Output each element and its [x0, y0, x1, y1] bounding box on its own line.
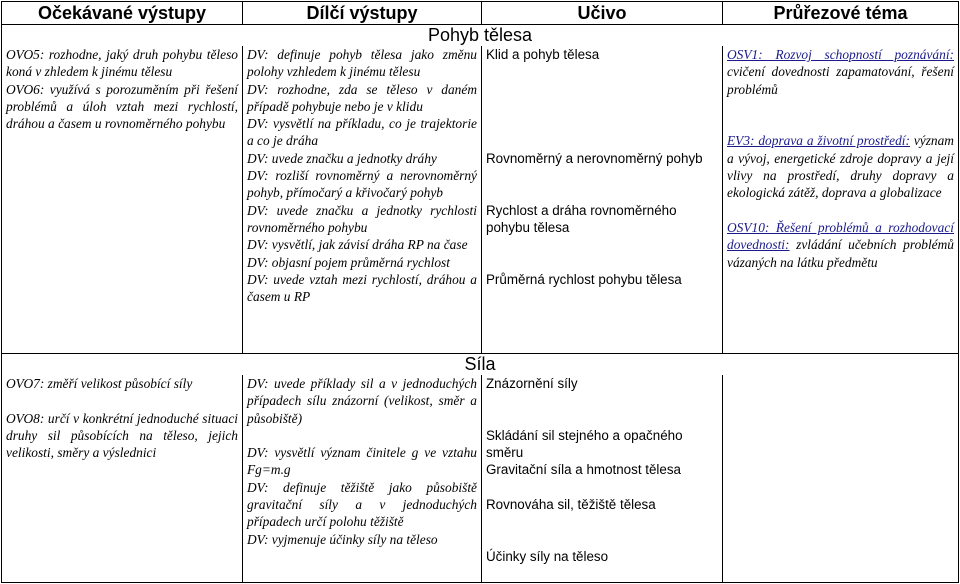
partial-item: DV: definuje těžiště jako působiště gravitační síly a v jednoduchých případech určí polohu těžiště [247, 479, 477, 530]
theme-item [727, 132, 954, 201]
cross-topics-cell [723, 46, 959, 354]
partial-item: DV: vyjmenuje účinky síly na těleso [247, 531, 438, 547]
outcome-item: OVO7: změří velikost působící síly [6, 376, 193, 391]
section-title-row [2, 25, 959, 47]
outcome-item: OVO6: využívá s porozuměním při řešení problémů a úloh vztah mezi rychlostí, dráhou a časem u rovnoměrného pohybu [6, 81, 238, 132]
table-row [2, 375, 959, 583]
theme-item [727, 219, 954, 271]
partial-item: DV: uvede vztah mezi rychlostí, dráhou a časem u RP [247, 271, 477, 305]
curriculum-item: Průměrná rychlost pohybu tělesa [486, 271, 682, 287]
partial-item: DV: vysvětlí na příkladu, co je trajektorie a co je dráha [247, 116, 477, 149]
partial-item: DV: vysvětlí, jak závisí dráha RP na čase [247, 237, 468, 253]
outcomes-cell [2, 46, 243, 354]
curriculum-table [1, 1, 959, 583]
curriculum-item: Skládání sil stejného a opačného směru [486, 427, 683, 461]
partial-item: DV: uvede příklady sil a v jednoduchých případech sílu znázorní (velikost, směr a působiště) [247, 376, 477, 426]
partial-item: DV: rozliší rovnoměrný a nerovnoměrný pohyb, přímočarý a křivočarý pohyb [247, 168, 477, 201]
partial-item: DV: rozhodne, zda se těleso v daném případě pohybuje nebo je v klidu [247, 81, 477, 114]
outcome-item: OVO5: rozhodne, jaký druh pohybu těleso koná v zhledem k jinému tělesu [6, 47, 238, 80]
curriculum-cell [482, 375, 723, 583]
curriculum-item: Gravitační síla a hmotnost tělesa [486, 462, 682, 478]
outcomes-cell [2, 375, 243, 583]
theme-item [727, 46, 954, 98]
section-title-row [2, 354, 959, 376]
curriculum-item: Rovnoměrný a nerovnoměrný pohyb [486, 150, 703, 166]
partial-item: DV: uvede značku a jednotky rychlosti rovnoměrného pohybu [247, 202, 477, 235]
curriculum-item: Klid a pohyb tělesa [486, 47, 600, 62]
header-partial-outcomes: Dílčí výstupy [243, 2, 482, 25]
header-expected-outcomes: Očekávané výstupy [2, 2, 243, 25]
outcome-item: OVO8: určí v konkrétní jednoduché situaci druhy sil působících na těleso, jejich velikosti, směry a výslednici [6, 410, 238, 461]
partial-item: DV: uvede značku a jednotky dráhy [247, 150, 437, 166]
theme-label: OSV10: Řešení problémů a rozhodovací dovednosti: [727, 219, 954, 253]
section-title: Síla [2, 354, 959, 376]
table-header-row [2, 2, 959, 25]
theme-text: cvičení dovednosti zapamatování, řešení problémů [727, 64, 954, 97]
partial-item: DV: definuje pohyb tělesa jako změnu polohy vzhledem k jinému tělesu [247, 47, 477, 80]
partial-item: DV: vysvětlí význam činitele g ve vztahu Fg=m.g [247, 445, 477, 478]
partial-item: DV: objasní pojem průměrná rychlost [247, 254, 450, 270]
theme-text: zvládání učebních problémů vázaných na látku předmětu [727, 237, 954, 270]
theme-label: OSV1: Rozvoj schopností poznávání: [727, 47, 954, 62]
table-row [2, 46, 959, 354]
curriculum-item: Účinky síly na těleso [486, 548, 609, 564]
section-title: Pohyb tělesa [2, 25, 959, 47]
curriculum-item: Rovnováha sil, těžiště tělesa [486, 497, 656, 513]
theme-label: EV3: doprava a životní prostředí: [727, 133, 910, 149]
curriculum-cell [482, 46, 723, 354]
header-cross-topics: Průřezové téma [723, 2, 959, 25]
cross-topics-cell [723, 375, 959, 583]
theme-text: význam a vývoj, energetické zdroje dopravy a její vlivy na prostředí, druhy dopravy a ekologická zátěž, doprava a globalizace [727, 133, 954, 201]
partial-outcomes-cell [243, 375, 482, 583]
partial-outcomes-cell [243, 46, 482, 354]
curriculum-item: Rychlost a dráha rovnoměrného pohybu tělesa [486, 202, 677, 235]
header-curriculum: Učivo [482, 2, 723, 25]
curriculum-item: Znázornění síly [486, 376, 578, 391]
